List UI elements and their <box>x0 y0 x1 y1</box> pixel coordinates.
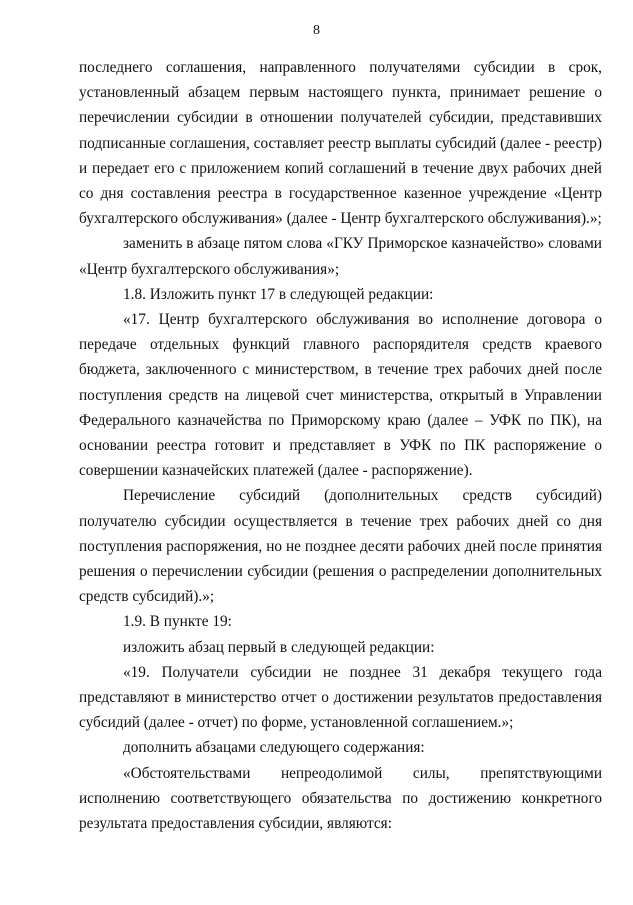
paragraph-clause-19: «19. Получатели субсидии не позднее 31 декабря текущего года представляют в министерство отчет о достижении результатов предоставления субсидий (далее - отчет) по форме, установленной соглашением.»; <box>79 663 602 732</box>
page-number: 8 <box>313 23 320 38</box>
paragraph-clause-17: «17. Центр бухгалтерского обслуживания во исполнение договора о передаче отдельных функций главного распорядителя средств краевого бюджета, заключенного с министерством, в течение трех рабочих дней после поступления средств на лицевой счет министерства, открытый в Управлении Федерального казначейства по Приморскому краю (далее – УФК по ПК), на основании реестра готовит и представляет в УФК по ПК распоряжение о совершении казначейских платежей (далее - распоряжение). <box>79 311 602 480</box>
paragraph-subsidy-transfer: Перечисление субсидий (дополнительных средств субсидий) получателю субсидии осуществляется в течение трех рабочих дней со дня поступления распоряжения, но не позднее десяти рабочих дней после принятия решения о перечислении субсидии (решения о распределении дополнительных средств субсидий).»; <box>79 487 602 606</box>
paragraph-force-majeure: «Обстоятельствами непреодолимой силы, препятствующими исполнению соответствующего обязательства по достижению конкретного результата предоставления субсидии, являются: <box>79 764 602 833</box>
document-body <box>79 55 602 836</box>
paragraph-item-1-9: 1.9. В пункте 19: <box>123 613 232 631</box>
paragraph-restate-first: изложить абзац первый в следующей редакции: <box>123 638 435 656</box>
paragraph-add-paragraphs: дополнить абзацами следующего содержания: <box>123 739 425 757</box>
paragraph-continuation: последнего соглашения, направленного получателями субсидии в срок, установленный абзацем первым настоящего пункта, принимает решение о перечислении субсидии в отношении получателей субсидии, представивших подписанные соглашения, составляет реестр выплаты субсидий (далее - реестр) и передает его с приложением копий соглашений в течение двух рабочих дней со дня составления реестра в государственное казенное учреждение «Центр бухгалтерского обслуживания» (далее - Центр бухгалтерского обслуживания).»; <box>79 59 602 228</box>
paragraph-item-1-8: 1.8. Изложить пункт 17 в следующей редакции: <box>123 285 434 303</box>
paragraph-replace-words: заменить в абзаце пятом слова «ГКУ Приморское казначейство» словами «Центр бухгалтерского обслуживания»; <box>79 235 602 278</box>
